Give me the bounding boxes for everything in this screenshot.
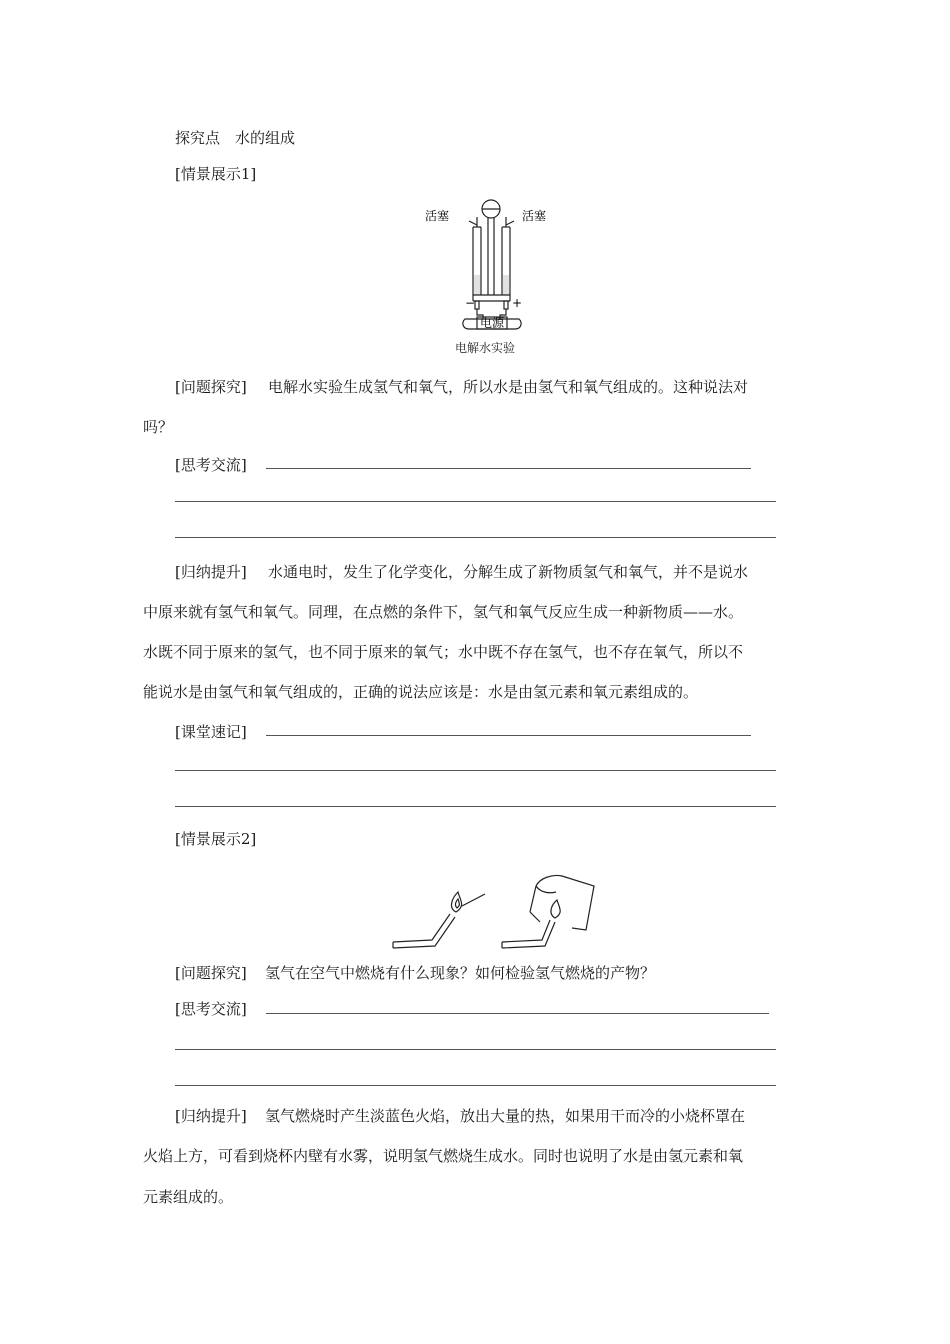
plus-terminal-label: + [512, 296, 523, 310]
valve-left-label: 活塞 [425, 209, 450, 223]
scene1-question-line2: 吗？ [143, 418, 174, 436]
scene2-summary-line2: 火焰上方，可看到烧杯内壁有水雾，说明氢气燃烧生成水。同时也说明了水是由氢元素和氧 [143, 1147, 744, 1165]
answer-line[interactable] [175, 1085, 776, 1086]
scene2-summary-line1: 氢气燃烧时产生淡蓝色火焰，放出大量的热，如果用干而冷的小烧杯罩在 [265, 1107, 746, 1125]
scene1-summary-line2: 中原来就有氢气和氧气。同理，在点燃的条件下，氢气和氧气反应生成一种新物质——水。 [143, 603, 744, 621]
power-supply-label: 电源 [480, 316, 505, 330]
scene2-think-label: [思考交流] [175, 1000, 247, 1018]
hydrogen-burning-figure [390, 872, 600, 952]
scene1-think-label: [思考交流] [175, 456, 247, 474]
answer-line[interactable] [175, 770, 776, 771]
scene1-question-label: [问题探究] [175, 378, 247, 396]
answer-line[interactable] [175, 501, 776, 502]
scene1-summary-label: [归纳提升] [175, 563, 247, 581]
electrolysis-apparatus-figure [425, 195, 560, 360]
answer-line[interactable] [175, 806, 776, 807]
minus-terminal-label: − [465, 296, 476, 310]
answer-line[interactable] [266, 1013, 769, 1014]
scene1-notes-label: [课堂速记] [175, 723, 247, 741]
answer-line[interactable] [266, 735, 751, 736]
section-title: 探究点 水的组成 [175, 129, 296, 147]
scene1-summary-line4: 能说水是由氢气和氧气组成的，正确的说法应该是：水是由氢元素和氧元素组成的。 [143, 683, 699, 701]
scene2-summary-label: [归纳提升] [175, 1107, 247, 1125]
scene1-question-line1: 电解水实验生成氢气和氧气，所以水是由氢气和氧气组成的。这种说法对 [268, 378, 749, 396]
scene2-question-label: [问题探究] [175, 964, 247, 982]
scene1-summary-line1: 水通电时，发生了化学变化，分解生成了新物质氢气和氧气，并不是说水 [268, 563, 749, 581]
scene2-question-line1: 氢气在空气中燃烧有什么现象？如何检验氢气燃烧的产物？ [265, 964, 656, 982]
answer-line[interactable] [175, 1049, 776, 1050]
valve-right-label: 活塞 [522, 209, 547, 223]
figure1-caption: 电解水实验 [455, 341, 516, 355]
scene1-summary-line3: 水既不同于原来的氢气，也不同于原来的氧气；水中既不存在氢气，也不存在氧气，所以不 [143, 643, 744, 661]
answer-line[interactable] [175, 537, 776, 538]
scene2-summary-line3: 元素组成的。 [143, 1188, 234, 1206]
scene2-label: [情景展示2] [175, 830, 257, 848]
scene1-label: [情景展示1] [175, 165, 257, 183]
answer-line[interactable] [266, 468, 751, 469]
